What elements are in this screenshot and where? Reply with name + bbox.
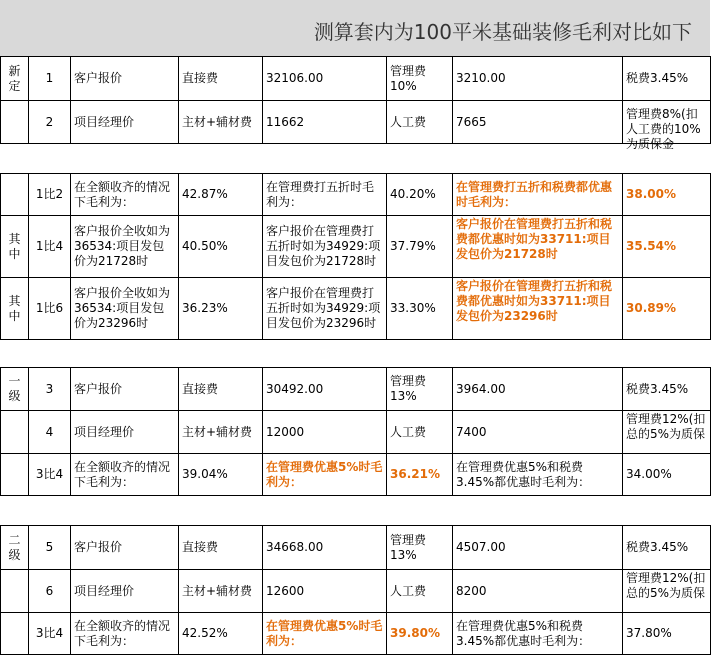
cell[interactable]: 客户报价: [71, 57, 179, 101]
blank-row: [1, 340, 711, 368]
cell[interactable]: [453, 216, 623, 278]
cell[interactable]: 直接费: [179, 57, 263, 101]
cell-text: 管理费12%(扣总的5%为质保: [626, 412, 706, 441]
cell[interactable]: 30.89%: [623, 278, 711, 340]
cell[interactable]: 32106.00: [263, 57, 387, 101]
cell[interactable]: 35.54%: [623, 216, 711, 278]
cell[interactable]: [1, 570, 29, 613]
profit-table: [0, 56, 711, 655]
cell[interactable]: 其中: [1, 216, 29, 278]
cell[interactable]: 2: [29, 101, 71, 144]
cell[interactable]: [1, 613, 29, 655]
cell[interactable]: 5: [29, 526, 71, 570]
cell[interactable]: 客户报价在管理费打五折时如为34929:项目发包价为21728时: [263, 216, 387, 278]
cell[interactable]: 人工费: [387, 101, 453, 144]
cell[interactable]: 11662: [263, 101, 387, 144]
blank-row: [1, 496, 711, 526]
cell[interactable]: [1, 454, 29, 496]
cell-text: 客户报价在管理费打五折和税费都优惠时如为33711:项目发包价为23296时: [456, 278, 613, 323]
cell[interactable]: 12600: [263, 570, 387, 613]
cell[interactable]: 37.80%: [623, 613, 711, 655]
cell[interactable]: [623, 101, 711, 151]
cell[interactable]: 在管理费优惠5%和税费3.45%都优惠时毛利为：: [453, 454, 623, 496]
cell[interactable]: 4507.00: [453, 526, 623, 570]
cell[interactable]: 34.00%: [623, 454, 711, 496]
table-row: [1, 174, 711, 216]
cell[interactable]: 税费3.45%: [623, 57, 711, 101]
cell[interactable]: 人工费: [387, 411, 453, 454]
cell[interactable]: 在管理费优惠5%和税费3.45%都优惠时毛利为：: [453, 613, 623, 655]
cell[interactable]: 一级: [1, 368, 29, 411]
cell[interactable]: 40.50%: [179, 216, 263, 278]
cell[interactable]: 在全额收齐的情况下毛利为：: [71, 174, 179, 216]
cell[interactable]: 7400: [453, 411, 623, 454]
cell[interactable]: 12000: [263, 411, 387, 454]
cell[interactable]: 在管理费打五折和税费都优惠时毛利为：: [453, 174, 623, 216]
cell[interactable]: 直接费: [179, 526, 263, 570]
cell[interactable]: 1: [29, 57, 71, 101]
cell[interactable]: 管理费13%: [387, 368, 453, 411]
blank-row: [1, 144, 711, 174]
cell-text: 管理费12%(扣总的5%为质保: [626, 571, 706, 600]
table-row: [1, 278, 711, 340]
cell[interactable]: 在管理费优惠5%时毛利为：: [263, 454, 387, 496]
cell[interactable]: 管理费13%: [387, 526, 453, 570]
cell[interactable]: [623, 570, 711, 613]
cell[interactable]: [1, 174, 29, 216]
cell[interactable]: 新定: [1, 57, 29, 101]
blank-cell: [1, 144, 711, 174]
cell[interactable]: 6: [29, 570, 71, 613]
cell[interactable]: 39.80%: [387, 613, 453, 655]
cell[interactable]: [623, 411, 711, 454]
cell[interactable]: 42.52%: [179, 613, 263, 655]
cell[interactable]: 直接费: [179, 368, 263, 411]
cell[interactable]: [453, 278, 623, 340]
sheet-title: 测算套内为100平米基础装修毛利对比如下: [313, 20, 692, 44]
cell[interactable]: 3210.00: [453, 57, 623, 101]
title-bar: [0, 0, 710, 57]
table-row: [1, 454, 711, 496]
cell[interactable]: 37.79%: [387, 216, 453, 278]
cell[interactable]: 在管理费优惠5%时毛利为：: [263, 613, 387, 655]
cell[interactable]: 主材+辅材费: [179, 411, 263, 454]
cell[interactable]: 税费3.45%: [623, 526, 711, 570]
cell[interactable]: 客户报价全收如为36534:项目发包价为23296时: [71, 278, 179, 340]
cell[interactable]: 二级: [1, 526, 29, 570]
table-row: [1, 57, 711, 101]
cell[interactable]: 8200: [453, 570, 623, 613]
cell[interactable]: 30492.00: [263, 368, 387, 411]
blank-cell: [1, 496, 711, 526]
table-row: [1, 526, 711, 570]
cell[interactable]: 39.04%: [179, 454, 263, 496]
table-row: [1, 570, 711, 613]
cell[interactable]: 38.00%: [623, 174, 711, 216]
cell[interactable]: 1比2: [29, 174, 71, 216]
cell[interactable]: 4: [29, 411, 71, 454]
cell[interactable]: 34668.00: [263, 526, 387, 570]
cell[interactable]: 在管理费打五折时毛利为：: [263, 174, 387, 216]
cell[interactable]: 3: [29, 368, 71, 411]
cell[interactable]: [1, 411, 29, 454]
cell[interactable]: 3比4: [29, 454, 71, 496]
cell[interactable]: 管理费10%: [387, 57, 453, 101]
cell[interactable]: 税费3.45%: [623, 368, 711, 411]
table-row: [1, 216, 711, 278]
cell-text: 客户报价在管理费打五折和税费都优惠时如为33711:项目发包价为21728时: [456, 216, 613, 261]
cell-text: 管理费8%(扣人工费的10%为质保金: [626, 107, 701, 151]
cell[interactable]: 33.30%: [387, 278, 453, 340]
table-row: [1, 613, 711, 655]
blank-cell: [1, 340, 711, 368]
cell[interactable]: 客户报价: [71, 368, 179, 411]
cell[interactable]: 客户报价在管理费打五折时如为34929:项目发包价为23296时: [263, 278, 387, 340]
cell[interactable]: 3964.00: [453, 368, 623, 411]
cell[interactable]: [1, 101, 29, 144]
cell[interactable]: 项目经理价: [71, 570, 179, 613]
cell[interactable]: 客户报价全收如为36534:项目发包价为21728时: [71, 216, 179, 278]
cell[interactable]: 主材+辅材费: [179, 570, 263, 613]
cell[interactable]: 在全额收齐的情况下毛利为：: [71, 613, 179, 655]
cell[interactable]: 其中: [1, 278, 29, 340]
cell[interactable]: 36.21%: [387, 454, 453, 496]
cell[interactable]: 40.20%: [387, 174, 453, 216]
cell[interactable]: 人工费: [387, 570, 453, 613]
cell[interactable]: 1比4: [29, 216, 71, 278]
cell[interactable]: 1比6: [29, 278, 71, 340]
cell[interactable]: 7665: [453, 101, 623, 144]
table-row: [1, 411, 711, 454]
cell[interactable]: 36.23%: [179, 278, 263, 340]
cell[interactable]: 客户报价: [71, 526, 179, 570]
table-row: [1, 368, 711, 411]
cell[interactable]: 主材+辅材费: [179, 101, 263, 144]
cell[interactable]: 项目经理价: [71, 101, 179, 144]
cell[interactable]: 3比4: [29, 613, 71, 655]
cell[interactable]: 在全额收齐的情况下毛利为：: [71, 454, 179, 496]
table-row: [1, 101, 711, 144]
cell[interactable]: 42.87%: [179, 174, 263, 216]
cell[interactable]: 项目经理价: [71, 411, 179, 454]
